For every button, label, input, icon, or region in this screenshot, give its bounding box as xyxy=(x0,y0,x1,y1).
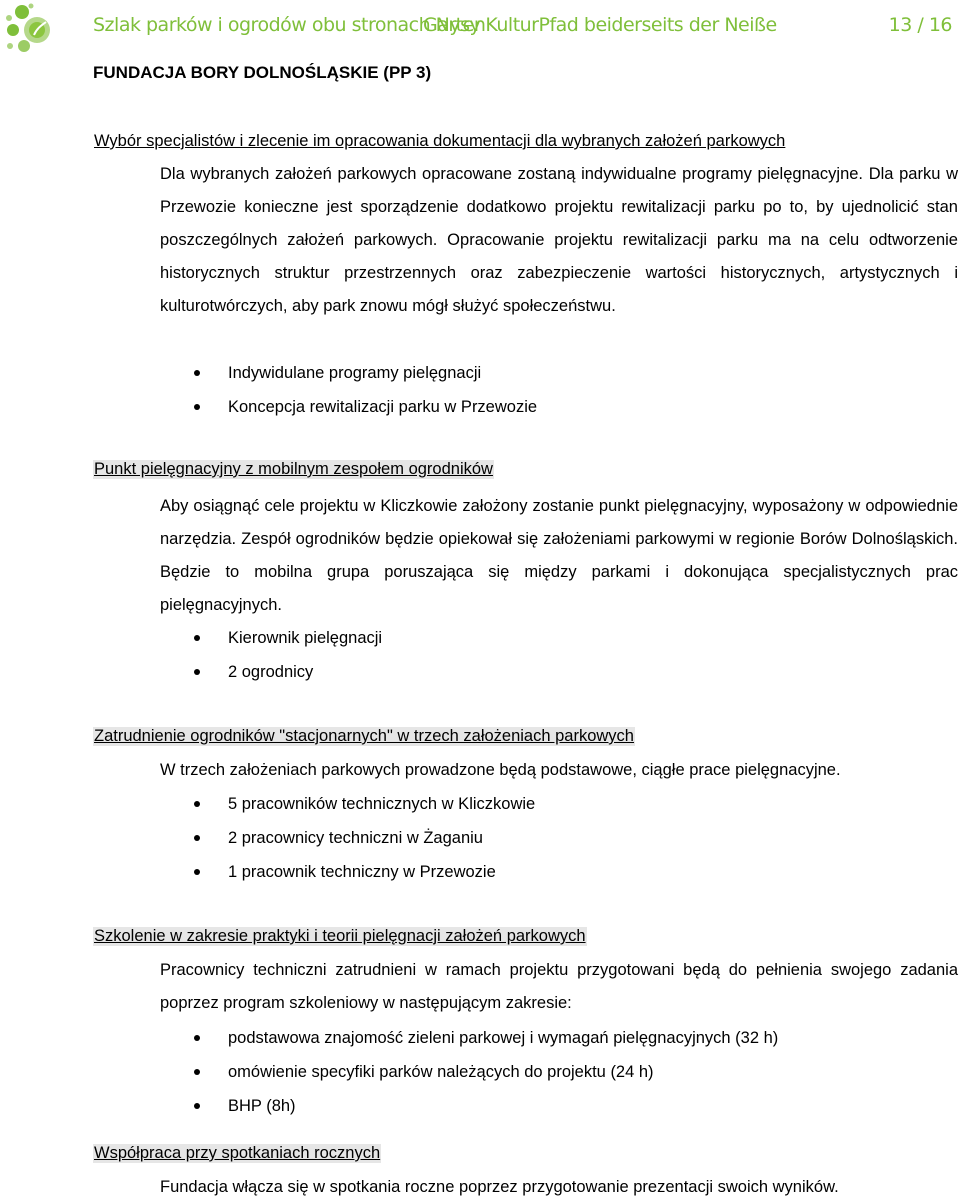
bullet-icon xyxy=(194,869,200,875)
section-text-care-point: Aby osiągnąć cele projektu w Kliczkowie założony zostanie punkt pielęgnacyjny, wyposażony w odpowiednie narzędzia. Zespół ogrodników będzie opiekował się założeniami parkowymi w regionie Borów Dolnośląskich. Będzie to mobilna grupa poruszająca się między parkami i dokonująca specjalistycznych prac pielęgnacyjnych. xyxy=(160,497,958,614)
list-item: Koncepcja rewitalizacji parku w Przewozie xyxy=(160,390,537,424)
bullet-icon xyxy=(194,1069,200,1075)
list-item: podstawowa znajomość zieleni parkowej i wymagań pielęgnacyjnych (32 h) xyxy=(160,1021,778,1055)
bullet-icon xyxy=(194,370,200,376)
section-title-gardeners: Zatrudnienie ogrodników "stacjonarnych" w trzech założeniach parkowych xyxy=(94,727,634,745)
section-text-annual-meetings: Fundacja włącza się w spotkania roczne poprzez przygotowanie prezentacji swoich wyników. xyxy=(160,1178,839,1196)
list-item: Kierownik pielęgnacji xyxy=(160,621,382,655)
bullet-list-training xyxy=(160,1021,778,1123)
logo-icon xyxy=(4,2,52,54)
bullet-icon xyxy=(194,1103,200,1109)
bullet-icon xyxy=(194,669,200,675)
bullet-list-care-point xyxy=(160,621,382,689)
bullet-list-gardeners xyxy=(160,787,535,889)
bullet-icon xyxy=(194,404,200,410)
bullet-icon xyxy=(194,635,200,641)
organization-title: FUNDACJA BORY DOLNOŚLĄSKIE (PP 3) xyxy=(93,63,432,82)
bullet-icon xyxy=(194,1035,200,1041)
section-title-care-point: Punkt pielęgnacyjny z mobilnym zespołem ogrodników xyxy=(94,460,493,478)
list-item: 2 pracownicy techniczni w Żaganiu xyxy=(160,821,535,855)
list-item: 1 pracownik techniczny w Przewozie xyxy=(160,855,535,889)
list-item: 2 ogrodnicy xyxy=(160,655,382,689)
section-title-specialists: Wybór specjalistów i zlecenie im opracowania dokumentacji dla wybranych założeń parkowych xyxy=(94,132,786,150)
list-item: BHP (8h) xyxy=(160,1089,778,1123)
bullet-list-specialists xyxy=(160,356,537,424)
header-title-pl: Szlak parków i ogrodów obu stronach Nysy xyxy=(93,14,481,36)
section-text-training: Pracownicy techniczni zatrudnieni w ramach projektu przygotowani będą do pełnienia swojego zadania poprzez program szkoleniowy w następującym zakresie: xyxy=(160,961,958,1012)
section-title-annual-meetings: Współpraca przy spotkaniach rocznych xyxy=(94,1144,381,1162)
page-header xyxy=(0,0,960,56)
page-number: 13 / 16 xyxy=(888,14,952,36)
list-item: omówienie specyfiki parków należących do projektu (24 h) xyxy=(160,1055,778,1089)
section-text-specialists: Dla wybranych założeń parkowych opracowane zostaną indywidualne programy pielęgnacyjne. Dla parku w Przewozie konieczne jest sporządzenie dodatkowo projektu rewitalizacji parku po to, by ujednolicić stan poszczególnych założeń parkowych. Opracowanie projektu rewitalizacji parku ma na celu odtworzenie historycznych struktur przestrzennych oraz zabezpieczenie wartości historycznych, artystycznych i kulturotwórczych, aby park znowu mógł służyć społeczeństwu. xyxy=(160,165,958,315)
bullet-icon xyxy=(194,801,200,807)
list-item: 5 pracowników technicznych w Kliczkowie xyxy=(160,787,535,821)
list-item: Indywidulane programy pielęgnacji xyxy=(160,356,537,390)
section-title-training: Szkolenie w zakresie praktyki i teorii pielęgnacji założeń parkowych xyxy=(94,927,586,945)
bullet-icon xyxy=(194,835,200,841)
header-title-de: GartenKulturPfad beiderseits der Neiße xyxy=(423,14,777,36)
section-text-gardeners: W trzech założeniach parkowych prowadzone będą podstawowe, ciągłe prace pielęgnacyjne. xyxy=(160,761,841,779)
